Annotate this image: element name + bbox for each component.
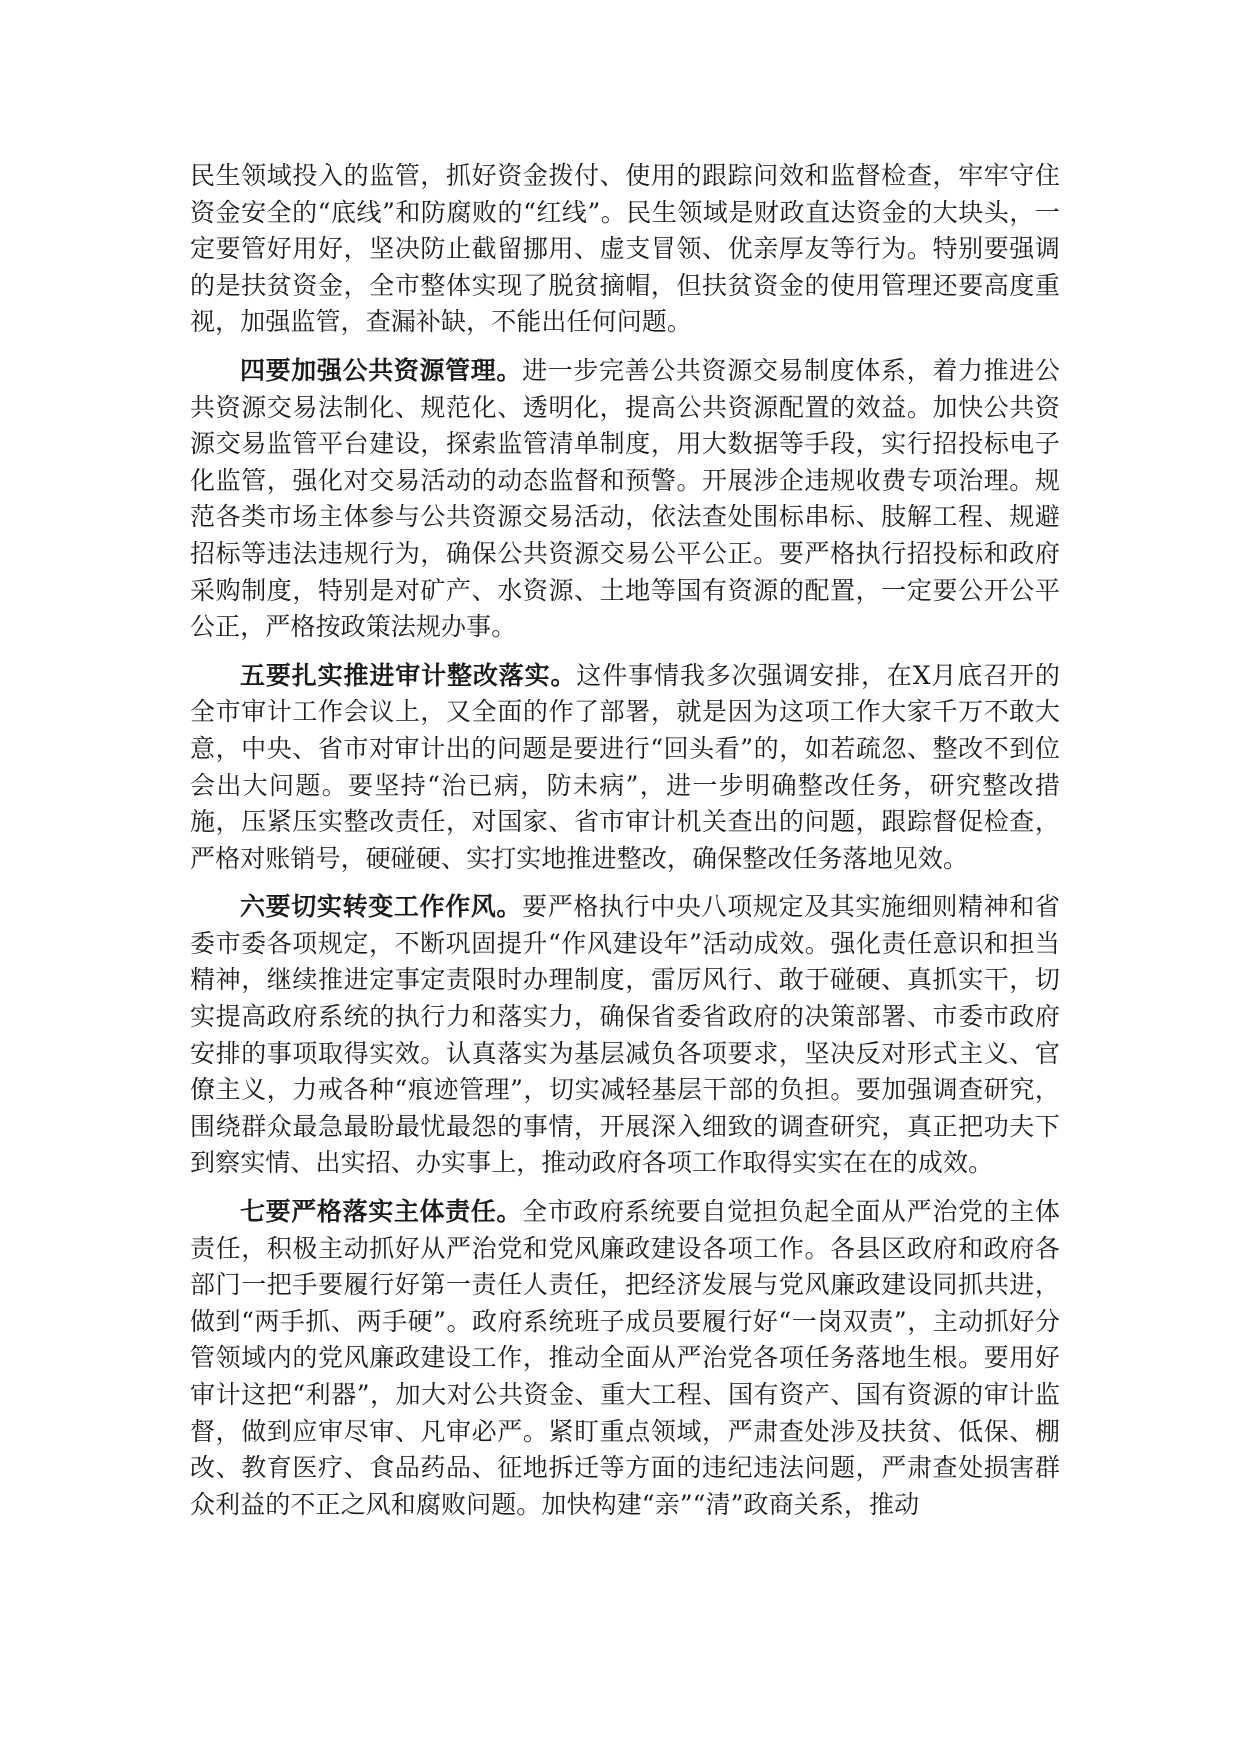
paragraph-heading: 六要切实转变工作作风。 [240,892,523,922]
paragraph-text: 要严格执行中央八项规定及其实施细则精神和省委市委各项规定，不断巩固提升“作风建设年”活动成效。强化责任意识和担当精神，继续推进定事定责限时办理制度，雷厉风行、敢于碰硬、真抓实干，切实提高政府系统的执行力和落实力，确保省委省政府的决策部署、市委市政府安排的事项取得实效。认真落实为基层减负各项要求，坚决反对形式主义、官僚主义，力戒各种“痕迹管理”，切实减轻基层干部的负担。要加强调查研究，围绕群众最急最盼最忧最怨的事情，开展深入细致的调查研究，真正把功夫下到察实情、出实招、办实事上，推动政府各项工作取得实实在在的成效。 [190,892,1060,1178]
paragraph-text: 进一步完善公共资源交易制度体系，着力推进公共资源交易法制化、规范化、透明化，提高公共资源配置的效益。加快公共资源交易监管平台建设，探索监管清单制度，用大数据等手段，实行招投标电子化监管，强化对交易活动的动态监督和预警。开展涉企违规收费专项治理。规范各类市场主体参与公共资源交易活动，依法查处围标串标、肢解工程、规避招标等违法违规行为，确保公共资源交易公平公正。要严格执行招投标和政府采购制度，特别是对矿产、水资源、土地等国有资源的配置，一定要公开公平公正，严格按政策法规办事。 [190,355,1060,642]
paragraph-heading: 七要严格落实主体责任。 [240,1197,523,1227]
paragraph-audit-rectification [190,658,1060,878]
paragraph-heading: 五要扎实推进审计整改落实。 [240,660,577,690]
paragraph-text: 这件事情我多次强调安排，在X月底召开的全市审计工作会议上，又全面的作了部署，就是因为这项工作大家千万不敢大意，中央、省市对审计出的问题是要进行“回头看”的，如若疏忽、整改不到位会出大问题。要坚持“治已病，防未病”，进一步明确整改任务，研究整改措施，压紧压实整改责任，对国家、省市审计机关查出的问题，跟踪督促检查，严格对账销号，硬碰硬、实打实地推进整改，确保整改任务落地见效。 [190,660,1060,873]
paragraph-work-style [190,889,1060,1182]
paragraph-continuation [190,158,1060,341]
paragraph-public-resources [190,353,1060,646]
paragraph-heading: 四要加强公共资源管理。 [240,355,523,385]
paragraph-main-responsibility [190,1194,1060,1523]
document-body [190,158,1060,1535]
paragraph-text: 全市政府系统要自觉担负起全面从严治党的主体责任，积极主动抓好从严治党和党风廉政建设各项工作。各县区政府和政府各部门一把手要履行好第一责任人责任，把经济发展与党风廉政建设同抓共进，做到“两手抓、两手硬”。政府系统班子成员要履行好“一岗双责”，主动抓好分管领域内的党风廉政建设工作，推动全面从严治党各项任务落地生根。要用好审计这把“利器”，加大对公共资金、重大工程、国有资产、国有资源的审计监督，做到应审尽审、凡审必严。紧盯重点领域，严肃查处涉及扶贫、低保、棚改、教育医疗、食品药品、征地拆迁等方面的违纪违法问题，严肃查处损害群众利益的不正之风和腐败问题。加快构建“亲”“清”政商关系，推动 [190,1197,1060,1519]
paragraph-text: 民生领域投入的监管，抓好资金拨付、使用的跟踪问效和监督检查，牢牢守住资金安全的“底线”和防腐败的“红线”。民生领域是财政直达资金的大块头，一定要管好用好，坚决防止截留挪用、虚支冒领、优亲厚友等行为。特别要强调的是扶贫资金，全市整体实现了脱贫摘帽，但扶贫资金的使用管理还要高度重视，加强监管，查漏补缺，不能出任何问题。 [190,161,1060,337]
